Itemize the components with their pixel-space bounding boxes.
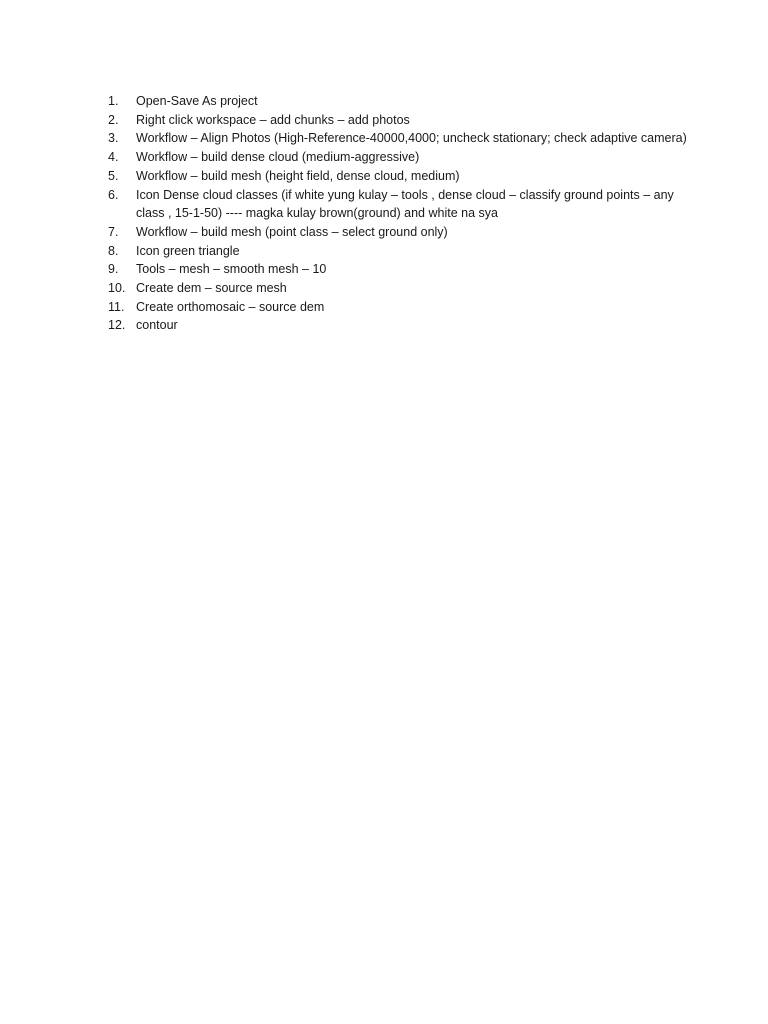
list-item bbox=[108, 111, 688, 130]
step-number: 2. bbox=[108, 112, 119, 127]
list-item bbox=[108, 260, 688, 279]
step-number: 4. bbox=[108, 150, 119, 165]
step-number: 12. bbox=[108, 318, 126, 333]
steps-list bbox=[108, 92, 688, 335]
step-text: Open-Save As project bbox=[136, 94, 258, 108]
list-item bbox=[108, 242, 688, 261]
list-item bbox=[108, 186, 688, 223]
step-number: 1. bbox=[108, 94, 119, 108]
step-number: 5. bbox=[108, 168, 119, 183]
step-text: Workflow – build mesh (height field, dense cloud, medium) bbox=[136, 168, 460, 183]
step-number: 3. bbox=[108, 131, 119, 146]
step-text: Icon Dense cloud classes (if white yung kulay – tools , dense cloud – classify ground points – any class , 15-1-50) ---- magka kulay brown(ground) and white na sya bbox=[136, 187, 674, 221]
list-item bbox=[108, 298, 688, 317]
list-item bbox=[108, 148, 688, 167]
list-item bbox=[108, 279, 688, 298]
step-number: 6. bbox=[108, 187, 119, 202]
step-text: Workflow – build dense cloud (medium-aggressive) bbox=[136, 150, 420, 165]
list-item bbox=[108, 223, 688, 242]
step-text: Workflow – build mesh (point class – select ground only) bbox=[136, 224, 448, 239]
step-text: Create dem – source mesh bbox=[136, 281, 287, 296]
step-number: 8. bbox=[108, 243, 119, 258]
step-number: 11. bbox=[108, 299, 125, 314]
step-text: Create orthomosaic – source dem bbox=[136, 299, 325, 314]
list-item bbox=[108, 129, 688, 148]
step-text: Right click workspace – add chunks – add photos bbox=[136, 112, 410, 127]
list-item bbox=[108, 316, 688, 335]
step-text: Workflow – Align Photos (High-Reference-40000,4000; uncheck stationary; check adaptive camera) bbox=[136, 131, 687, 146]
step-number: 9. bbox=[108, 262, 119, 277]
step-number: 7. bbox=[108, 224, 119, 239]
step-text: contour bbox=[136, 318, 178, 333]
step-text: Tools – mesh – smooth mesh – 10 bbox=[136, 262, 327, 277]
list-item bbox=[108, 167, 688, 186]
list-item bbox=[108, 92, 688, 111]
step-number: 10. bbox=[108, 281, 126, 296]
step-text: Icon green triangle bbox=[136, 243, 240, 258]
